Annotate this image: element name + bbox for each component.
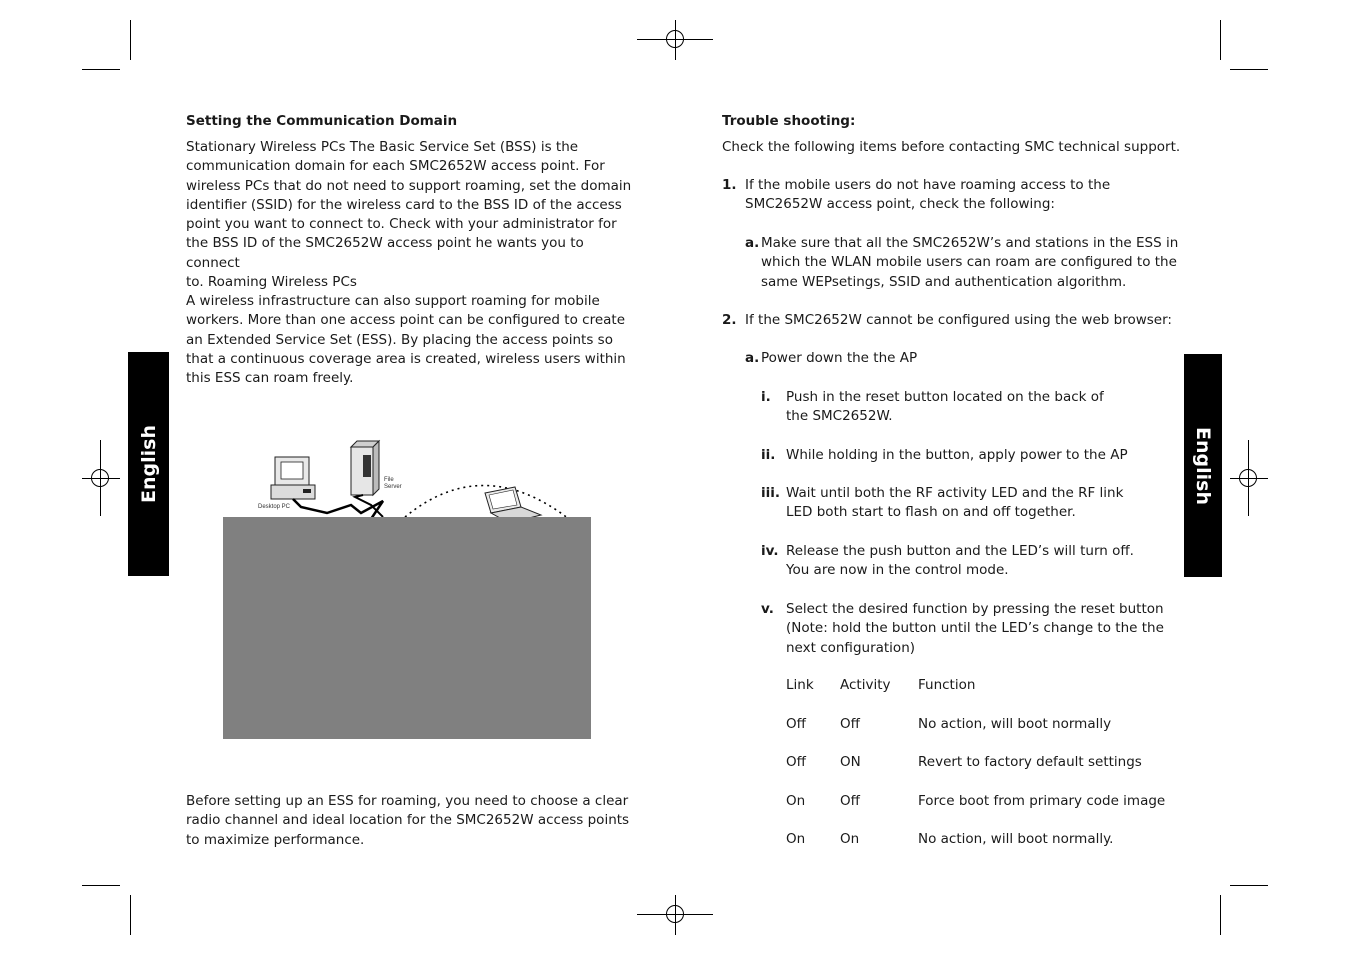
text-line: this ESS can roam freely. [186,370,354,387]
step-number: v. [761,601,774,617]
section-heading: Trouble shooting: [722,113,856,129]
crop-mark [1230,885,1268,886]
step-text: Release the push button and the LED’s will turn off. You are now in the control mode. [786,543,1134,579]
text-line: Before setting up an ESS for roaming, you need to choose a clear [186,793,629,809]
table-header: Link [786,677,814,693]
list-letter: a. [745,350,760,366]
list-item-text: If the SMC2652W cannot be configured using the web browser: [745,312,1172,328]
network-cable [293,499,383,519]
text-line: the BSS ID of the SMC2652W access point he wants you to connect [186,235,584,271]
network-diagram [223,435,591,740]
step-text: Select the desired function by pressing the reset button (Note: hold the button until the LED’s change to the the next configuration) [786,601,1164,656]
text-line: to maximize performance. [186,831,365,848]
language-tab-right [1184,354,1222,577]
table-cell: Off [786,716,806,732]
language-tab-label: English [137,425,160,503]
crop-mark [130,895,131,935]
paragraph-bss [186,138,636,292]
list-item-text: If the mobile users do not have roaming access to the SMC2652W access point, check the following: [745,177,1111,213]
crop-mark [1220,895,1221,935]
text-line: workers. More than one access point can be configured to create [186,312,625,329]
text-line: A wireless infrastructure can also support roaming for mobile [186,293,600,309]
diagram-gray-area [223,517,591,739]
paragraph-ess [186,292,636,388]
crop-mark [82,69,120,70]
table-cell: No action, will boot normally [918,716,1112,732]
table-cell: Off [840,716,860,732]
network-diagram-art [223,435,591,525]
step-text: Wait until both the RF activity LED and the RF link LED both start to flash on and off together. [786,485,1124,521]
step-text: While holding in the button, apply power to the AP [786,447,1128,463]
step-number: iii. [761,485,781,501]
coverage-arc [405,485,569,519]
text-line: wireless PCs that do not need to support roaming, set the domain [186,177,632,194]
table-cell: On [786,831,806,847]
text-line: Stationary Wireless PCs The Basic Service Set (BSS) is the [186,139,579,155]
paragraph-roaming [186,792,636,850]
list-number: 2. [722,312,737,328]
text-line: radio channel and ideal location for the SMC2652W access points [186,812,630,829]
desktop-pc-icon [271,457,315,499]
step-number: ii. [761,447,776,463]
list-number: 1. [722,177,737,193]
list-item-text: Make sure that all the SMC2652W’s and stations in the ESS in which the WLAN mobile users can roam are configured to the same WEPsetings, SSID and authentication algorithm. [761,235,1179,290]
text-line: an Extended Service Set (ESS). By placing the access points so [186,331,613,348]
language-tab-left [128,352,169,576]
desktop-pc-label: Desktop PC [258,504,291,510]
table-cell: No action, will boot normally. [918,831,1114,847]
text-line: that a continuous coverage area is created, wireless users within [186,350,626,367]
table-cell: Revert to factory default settings [918,754,1142,770]
step-number: iv. [761,543,779,559]
language-tab-label: English [1192,426,1214,505]
intro-text: Check the following items before contacting SMC technical support. [722,139,1181,155]
section-heading: Setting the Communication Domain [186,113,458,129]
step-text: Push in the reset button located on the back of the SMC2652W. [786,389,1104,425]
table-cell: ON [840,754,861,770]
text-line: communication domain for each SMC2652W access point. For [186,158,605,175]
text-line: point you want to connect to. Check with your administrator for [186,216,617,233]
crop-mark [82,885,120,886]
list-letter: a. [745,235,760,251]
crop-mark [130,20,131,60]
text-line: identifier (SSID) for the wireless card to the BSS ID of the access [186,196,622,213]
table-cell: Force boot from primary code image [918,793,1166,809]
table-cell: Off [840,793,860,809]
table-header: Activity [840,677,891,693]
crop-mark [1220,20,1221,60]
crop-mark [1230,69,1268,70]
table-cell: On [786,793,806,809]
step-number: i. [761,389,771,405]
list-item-text: Power down the the AP [761,350,918,366]
table-cell: On [840,831,860,847]
file-server-icon [351,441,379,495]
table-header: Function [918,677,976,693]
table-cell: Off [786,754,806,770]
text-line: to. Roaming Wireless PCs [186,274,357,291]
file-server-label: File Server [384,477,402,490]
